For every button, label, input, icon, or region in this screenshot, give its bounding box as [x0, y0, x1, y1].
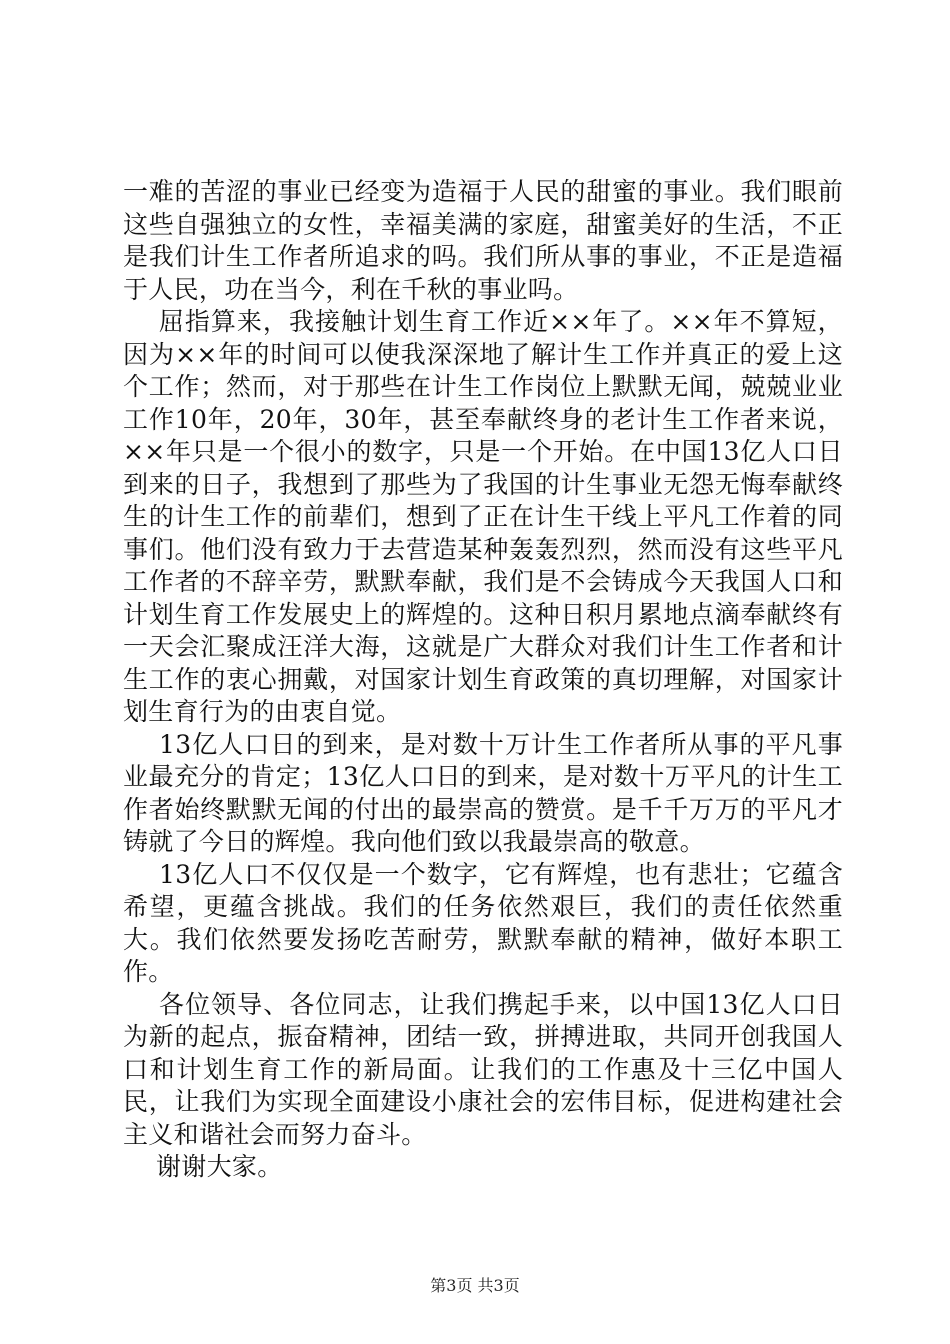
paragraph-1: 一难的苦涩的事业已经变为造福于人民的甜蜜的事业。我们眼前这些自强独立的女性，幸福美满的家庭，甜蜜美好的生活，不正是我们计生工作者所追求的吗。我们所从事的事业，不正是造福于人民，功在当今，利在千秋的事业吗。	[123, 177, 843, 304]
paragraph-2: 屈指算来，我接触计划生育工作近××年了。××年不算短，因为××年的时间可以使我深深地了解计生工作并真正的爱上这个工作；然而，对于那些在计生工作岗位上默默无闻，兢兢业业工作10年，20年，30年，甚至奉献终身的老计生工作者来说，××年只是一个很小的数字，只是一个开始。在中国13亿人口日到来的日子，我想到了那些为了我国的计生事业无怨无悔奉献终生的计生工作的前辈们，想到了正在计生干线上平凡工作着的同事们。他们没有致力于去营造某种轰轰烈烈，然而没有这些平凡工作者的不辞辛劳，默默奉献，我们是不会铸成今天我国人口和计划生育工作发展史上的辉煌的。这种日积月累地点滴奉献终有一天会汇聚成汪洋大海，这就是广大群众对我们计生工作者和计生工作的衷心拥戴，对国家计划生育政策的真切理解，对国家计划生育行为的由衷自觉。	[123, 307, 843, 726]
paragraph-5: 各位领导、各位同志，让我们携起手来，以中国13亿人口日为新的起点，振奋精神，团结一致，拼搏进取，共同开创我国人口和计划生育工作的新局面。让我们的工作惠及十三亿中国人民，让我们为实现全面建设小康社会的宏伟目标，促进构建社会主义和谐社会而努力奋斗。	[123, 989, 843, 1149]
document-body	[123, 176, 843, 1184]
page-footer: 第3页 共3页	[430, 1276, 520, 1295]
paragraph-3: 13亿人口日的到来，是对数十万计生工作者所从事的平凡事业最充分的肯定；13亿人口日的到来，是对数十万平凡的计生工作者始终默默无闻的付出的最崇高的赞赏。是千千万万的平凡才铸就了今日的辉煌。我向他们致以我最崇高的敬意。	[123, 729, 843, 856]
paragraph-4: 13亿人口不仅仅是一个数字，它有辉煌，也有悲壮；它蕴含希望，更蕴含挑战。我们的任务依然艰巨，我们的责任依然重大。我们依然要发扬吃苦耐劳，默默奉献的精神，做好本职工作。	[123, 859, 843, 986]
paragraph-6: 谢谢大家。	[123, 1152, 283, 1181]
